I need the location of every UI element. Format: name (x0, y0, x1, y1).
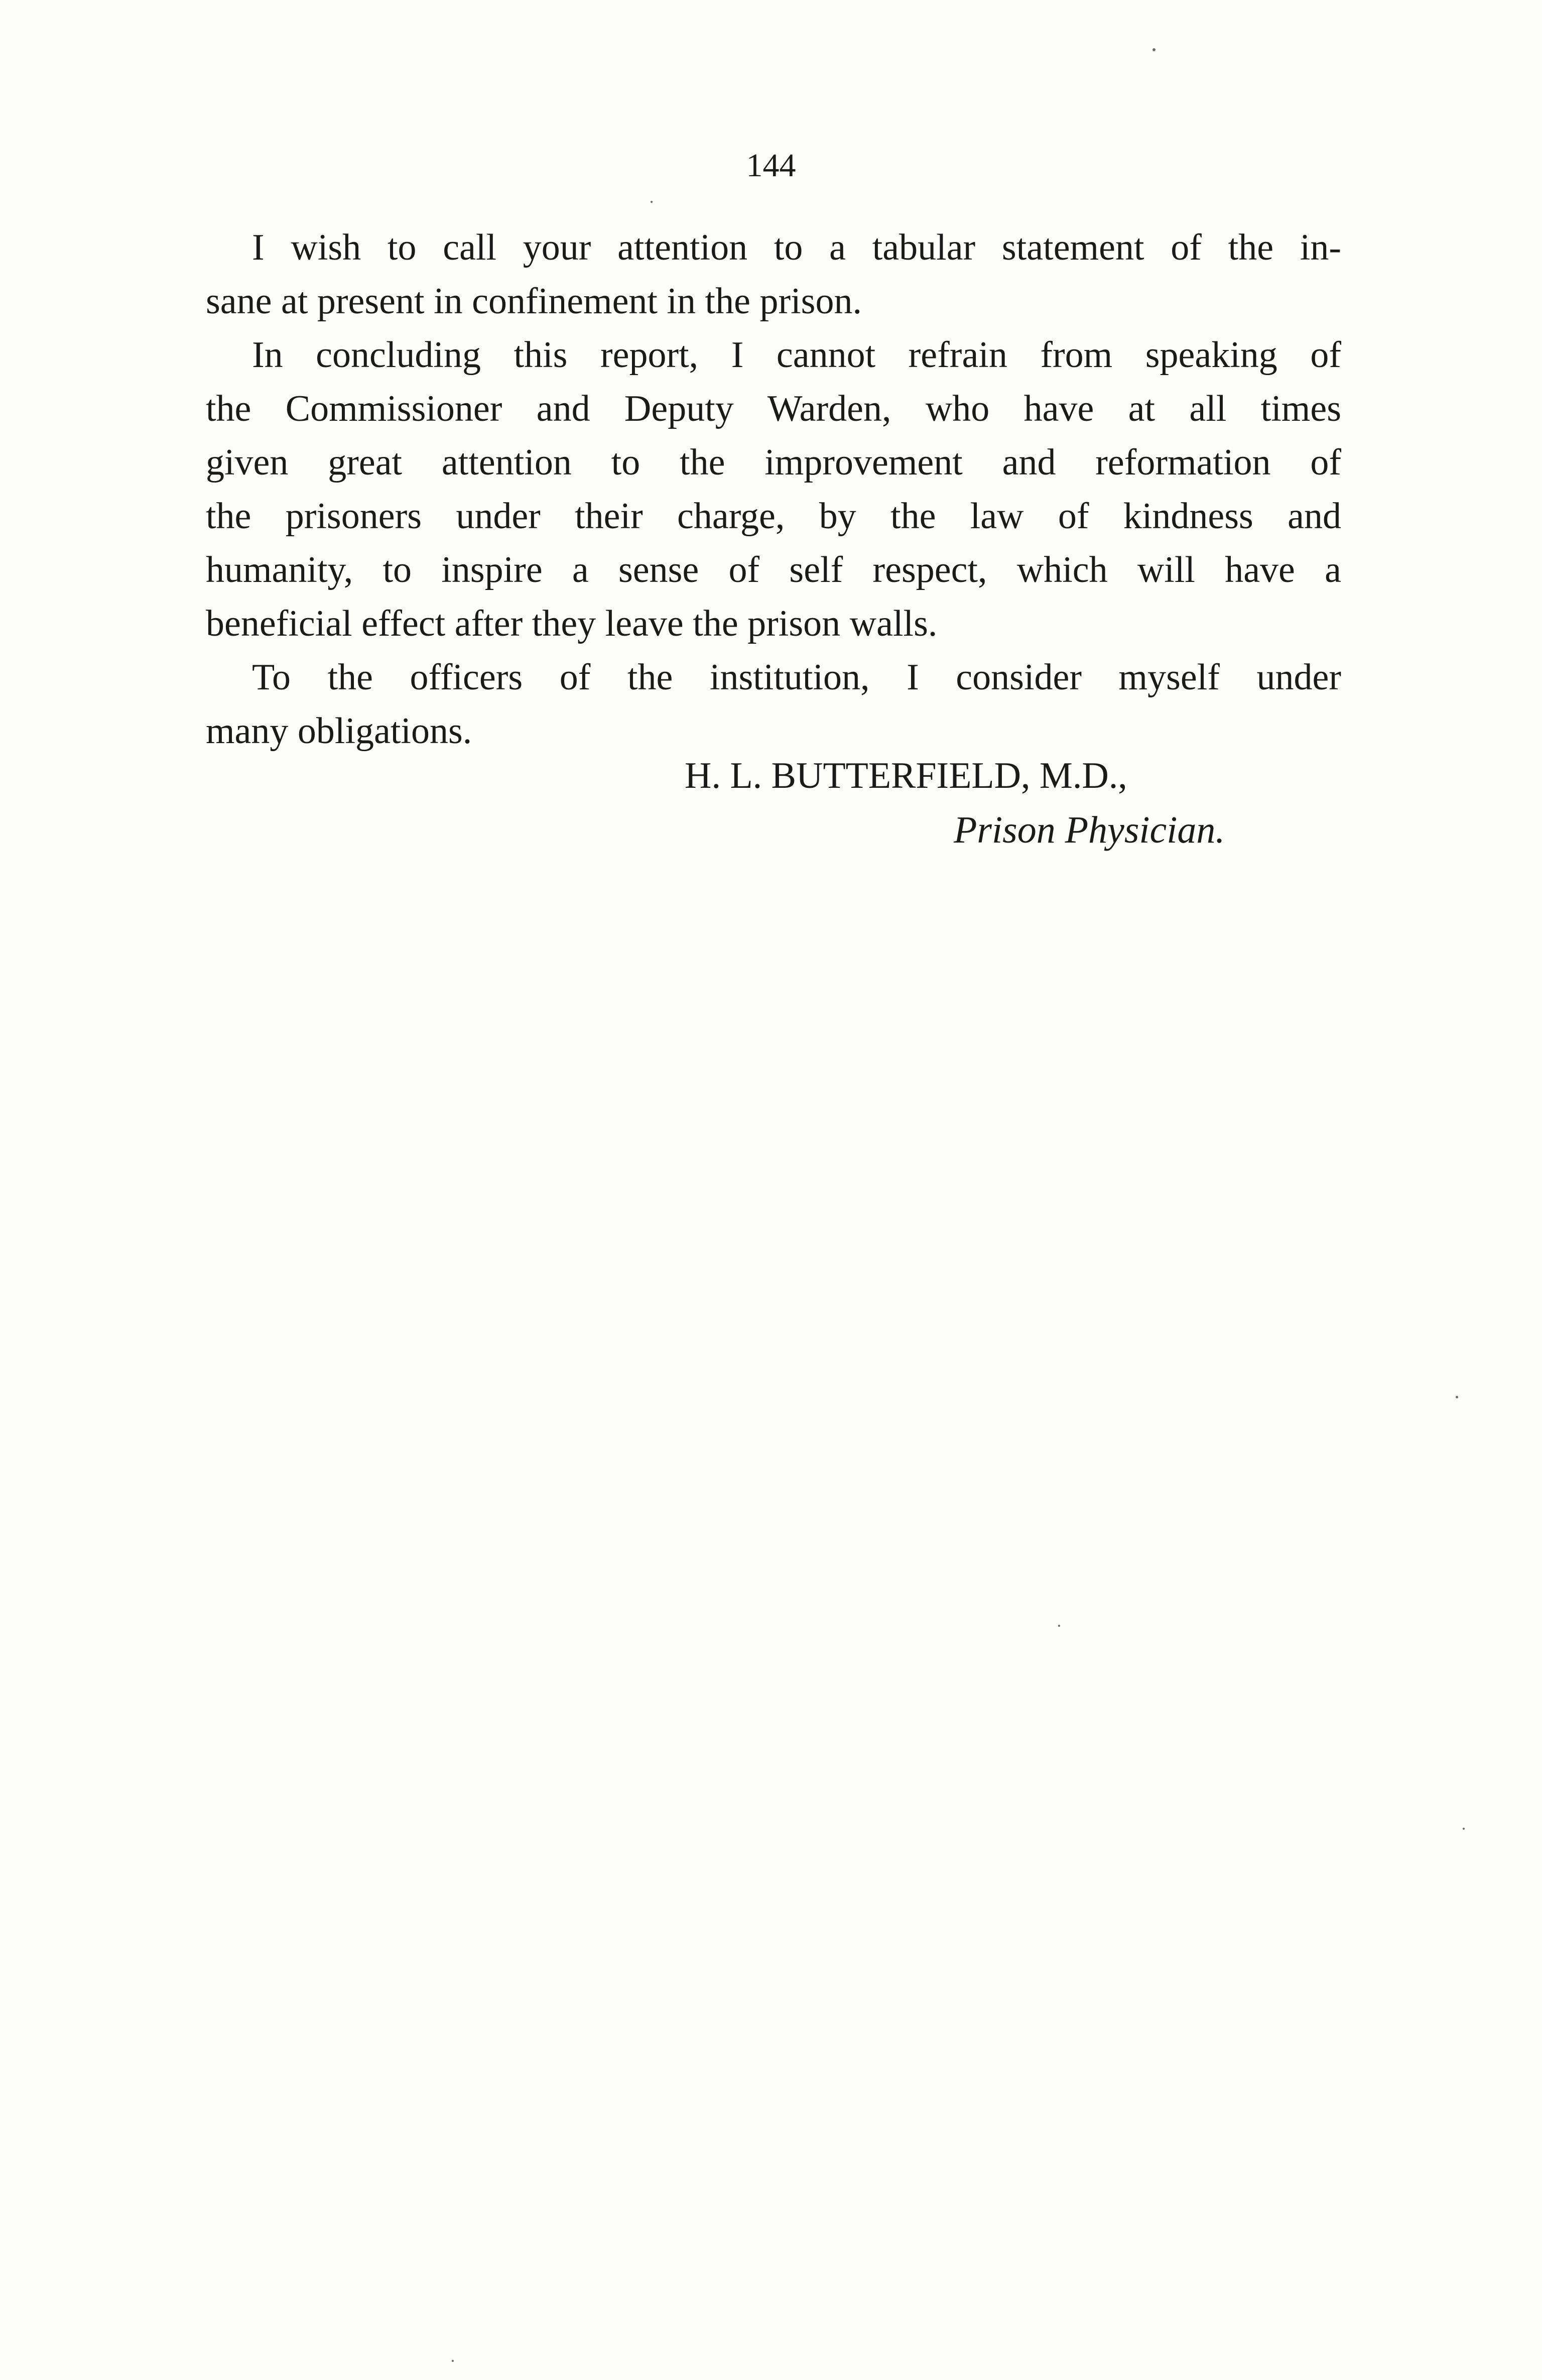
scan-speck (1463, 1828, 1465, 1830)
text-line: In concluding this report, I cannot refrain from speaking of (252, 334, 1341, 376)
text-line: humanity, to inspire a sense of self respect, which will have a (206, 549, 1341, 590)
text-line: sane at present in confinement in the prison. (206, 281, 862, 322)
text-line: the Commissioner and Deputy Warden, who have at all times (206, 388, 1341, 429)
scan-speck (452, 2360, 454, 2362)
text-line: the prisoners under their charge, by the law of kindness and (206, 496, 1341, 537)
scan-speck (1152, 48, 1155, 51)
signature-title: Prison Physician. (954, 809, 1225, 851)
page-number: 144 (746, 147, 796, 184)
scan-speck (1058, 1625, 1060, 1627)
scan-speck (651, 201, 653, 203)
signature-name: H. L. BUTTERFIELD, M.D., (685, 755, 1127, 796)
body-text (206, 221, 1341, 758)
paragraph-concluding (206, 328, 1341, 651)
text-line: many obligations. (206, 710, 472, 752)
paragraph-officers (206, 651, 1341, 758)
scan-speck (1456, 1396, 1458, 1398)
text-line: given great attention to the improvement and reformation of (206, 442, 1341, 483)
paragraph-insane-statement (206, 221, 1341, 328)
text-line: I wish to call your attention to a tabular statement of the in- (252, 227, 1341, 268)
text-line: beneficial effect after they leave the prison walls. (206, 603, 938, 644)
text-line: To the officers of the institution, I consider myself under (252, 657, 1341, 698)
